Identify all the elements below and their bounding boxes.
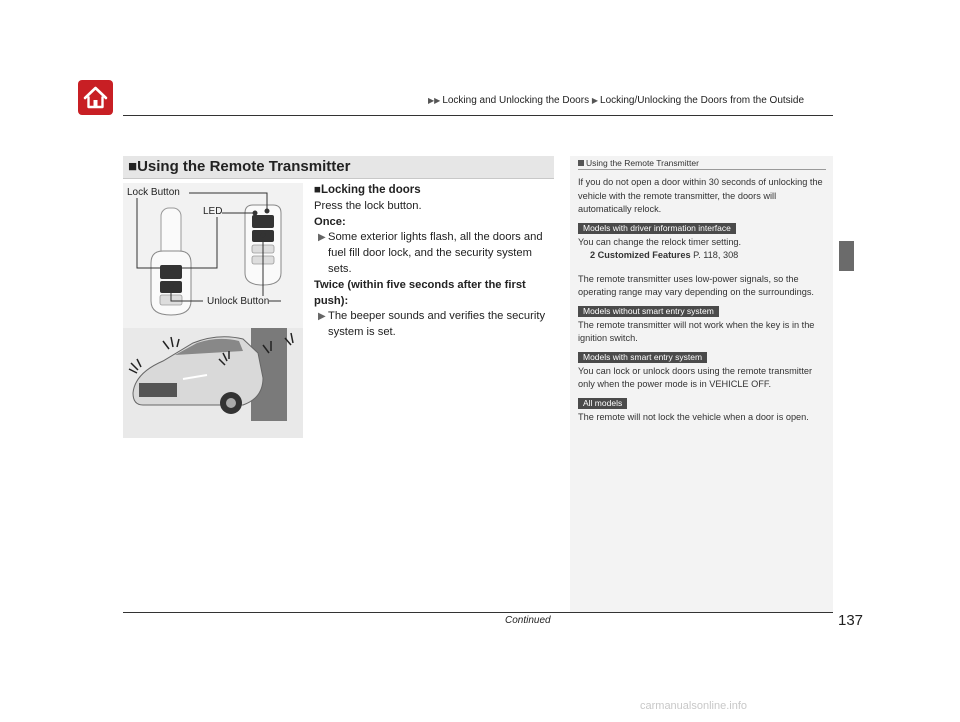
note-paragraph: The remote transmitter uses low-power signals, so the operating range may vary depending on the surroundings. [578,273,814,297]
note-paragraph: The remote transmitter will not work when the key is in the ignition switch. [578,319,815,343]
section-marker: ■ [128,158,138,175]
note-title: Using the Remote Transmitter [578,158,699,168]
breadcrumb-item[interactable]: Locking/Unlocking the Doors from the Outside [600,95,805,106]
note-divider [578,169,826,170]
model-tag: Models with driver information interface [578,223,736,234]
intro-text: Press the lock button. [314,199,422,212]
lock-button-label: Lock Button [127,187,180,198]
subsection-heading: ■Locking the doors [314,184,421,196]
continued-label: Continued [505,615,551,626]
once-text: ▶ Some exterior lights flash, all the doors and fuel fill door lock, and the security system sets. [318,231,543,275]
note-paragraph: The remote will not lock the vehicle when a door is open. [578,411,809,422]
model-tag: All models [578,398,627,409]
breadcrumb [428,95,804,106]
footer-divider [123,612,833,613]
page-number: 137 [838,612,864,629]
note-paragraph: If you do not open a door within 30 seconds of unlocking the vehicle with the remote transmitter, the doors will automatically relock. [578,177,823,214]
chapter-tab[interactable] [839,241,854,271]
remote-transmitter-figure [123,183,303,438]
note-body [578,176,828,424]
main-content [314,183,554,341]
home-icon [78,80,113,115]
result-arrow-icon: ▶ [318,232,326,244]
key-fob-illustration [123,183,303,438]
header-divider [123,115,833,116]
result-arrow-icon: ▶ [318,311,326,323]
section-title: ■Using the Remote Transmitter [128,158,351,175]
led-label: LED [203,206,223,217]
twice-text: ▶ The beeper sounds and verifies the security system is set. [318,310,546,339]
chapter-tab-label [826,268,886,328]
model-tag: Models with smart entry system [578,352,707,363]
model-tag: Models without smart entry system [578,306,719,317]
xref-icon: 2 [590,250,598,260]
once-label: Once: [314,215,346,228]
note-paragraph: You can change the relock timer setting. [578,236,742,247]
cross-reference-link[interactable]: 2 Customized Features P. 118, 308 [590,250,739,260]
breadcrumb-arrow-icon: ▶ [591,96,599,105]
breadcrumb-item[interactable]: Locking and Unlocking the Doors [442,95,590,106]
note-marker-icon [578,160,584,166]
watermark: carmanualsonline.info [640,700,748,712]
breadcrumb-arrow-icon: ▶▶ [428,96,441,105]
unlock-button-label: Unlock Button [207,296,270,307]
twice-label: Twice (within five seconds after the first push): [314,278,526,307]
note-paragraph: You can lock or unlock doors using the remote transmitter only when the power mode is in VEHICLE OFF. [578,365,813,389]
home-button[interactable] [78,80,113,115]
